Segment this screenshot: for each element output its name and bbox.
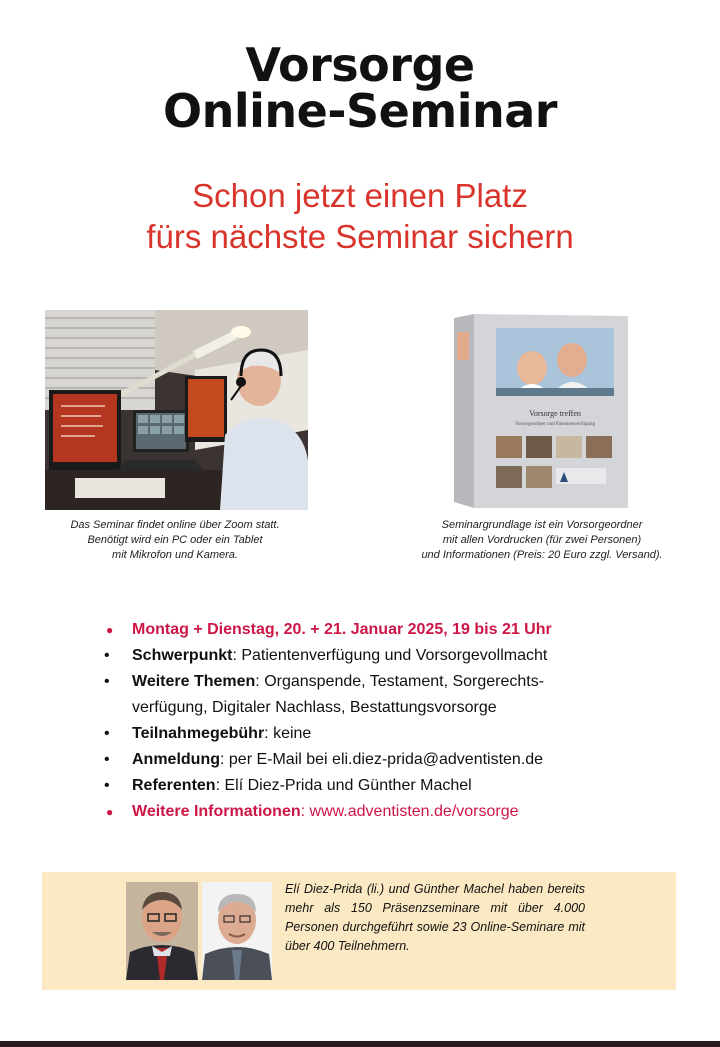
caption-line: Seminargrundlage ist ein Vorsorgeordner <box>441 519 643 531</box>
zoom-photo-caption <box>30 518 320 563</box>
seminar-date: Montag + Dienstag, 20. + 21. Januar 2025, 19 bis 21 Uhr <box>132 621 552 638</box>
speaker-bio-text: Elí Diez-Prida (li.) und Günther Machel haben bereits mehr als 150 Präsenzseminare mit über 4.000 Personen durchgeführt sowie 23 Online-Seminare mit über 400 Teilnehmern. <box>285 882 585 953</box>
caption-line: Benötigt wird ein PC oder ein Tablet <box>87 534 263 546</box>
registration-label: Anmeldung <box>132 751 220 768</box>
subtitle-line2: fürs nächste Seminar sichern <box>146 218 574 255</box>
speakers-value: : Elí Diez-Prida und Günther Machel <box>215 777 472 794</box>
page-title-line1: Vorsorge <box>245 38 475 92</box>
bottom-rule <box>0 1041 720 1047</box>
fee-label: Teilnahmegebühr <box>132 725 265 742</box>
list-item-topics <box>104 669 704 721</box>
list-item-date <box>104 617 704 643</box>
speakers-label: Referenten <box>132 777 216 794</box>
list-item-info <box>104 799 704 825</box>
caption-line: Das Seminar findet online über Zoom statt. <box>70 519 280 531</box>
bullet-icon: • <box>104 751 110 768</box>
speaker-photo-guenther <box>202 882 272 980</box>
focus-label: Schwerpunkt <box>132 647 233 664</box>
bullet-icon: • <box>104 777 110 794</box>
subtitle-line1: Schon jetzt einen Platz <box>192 177 528 214</box>
seminar-details-list <box>104 617 704 825</box>
list-item-fee <box>104 721 704 747</box>
caption-line: mit allen Vordrucken (für zwei Personen) <box>442 534 642 546</box>
focus-value: : Patientenverfügung und Vorsorgevollmacht <box>232 647 548 664</box>
binder-photo <box>452 312 628 512</box>
fee-value: : keine <box>264 725 312 742</box>
topics-value: : Organspende, Testament, Sorgerechts- <box>255 673 545 690</box>
list-item-speakers <box>104 773 704 799</box>
bullet-icon: • <box>104 725 110 742</box>
bullet-icon: ● <box>106 805 114 819</box>
zoom-seminar-photo <box>45 310 308 510</box>
topics-label: Weitere Themen <box>132 673 256 690</box>
list-item-registration <box>104 747 704 773</box>
topics-value-cont: verfügung, Digitaler Nachlass, Bestattungsvorsorge <box>132 699 497 716</box>
speaker-bio-box <box>42 872 676 990</box>
bullet-icon: • <box>104 673 110 690</box>
binder-photo-caption <box>392 518 692 563</box>
info-label: Weitere Informationen <box>132 803 301 820</box>
page-title-line2: Online-Seminar <box>163 84 557 138</box>
caption-line: mit Mikrofon und Kamera. <box>112 549 238 561</box>
bullet-icon: • <box>104 647 110 664</box>
registration-value: : per E-Mail bei eli.diez-prida@adventisten.de <box>220 751 544 768</box>
info-link[interactable]: : www.adventisten.de/vorsorge <box>300 803 519 820</box>
binder-title: Vorsorge treffen <box>529 409 581 418</box>
caption-line: und Informationen (Preis: 20 Euro zzgl. Versand). <box>421 549 663 561</box>
speaker-photo-eli <box>126 882 198 980</box>
list-item-focus <box>104 643 704 669</box>
bullet-icon: ● <box>106 623 114 637</box>
binder-subtitle: Vorsorgeordner und Patientenverfügung <box>514 422 596 427</box>
